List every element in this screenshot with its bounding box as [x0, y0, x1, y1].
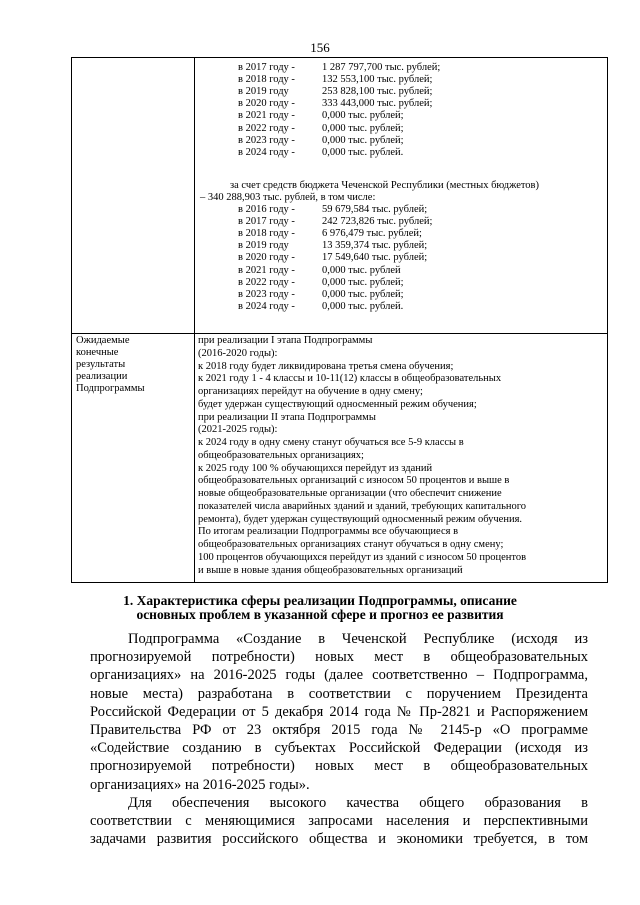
regional-budget-total: – 340 288,903 тыс. рублей, в том числе:	[200, 192, 376, 203]
results-text-line: показателей числа аварийных зданий и зданий, требующих капитального	[198, 500, 527, 512]
results-text-line: организациях перейдут на обучение в одну смену;	[198, 386, 423, 397]
budget-amount: 6 976,479 тыс. рублей;	[322, 228, 422, 240]
budget-year: в 2020 году -	[238, 98, 295, 110]
budget-amount: 132 553,100 тыс. рублей;	[322, 74, 433, 86]
results-text-line: к 2018 году будет ликвидирована третья смена обучения;	[198, 360, 454, 372]
budget-amount: 17 549,640 тыс. рублей;	[322, 252, 428, 264]
budget-year: в 2017 году -	[238, 62, 295, 73]
results-text-line: общеобразовательных организациях станут обучаться в одну смену;	[198, 539, 504, 550]
paragraph-line: Для обеспечения высокого качества общего образования в	[128, 795, 588, 811]
table-row-divider	[72, 333, 607, 334]
budget-amount: 0,000 тыс. рублей;	[322, 122, 404, 134]
results-text-line: ремонта), будет удержан существующий односменный режим обучения.	[198, 513, 523, 525]
results-text-line: к 2024 году в одну смену станут обучаться все 5-9 классы в	[198, 437, 464, 448]
results-text-line: при реализации I этапа Подпрограммы	[198, 335, 373, 346]
results-label-line: Ожидаемые	[76, 335, 130, 346]
paragraph-line: прогнозируемой потребности) новых мест в общеобразовательных	[90, 649, 588, 666]
paragraph-line: организациях» на 2016-2025 годы (далее соответственно – Подпрограмма,	[90, 667, 588, 684]
budget-year: в 2020 году -	[238, 252, 295, 264]
paragraph-line: Правительства РФ от 23 октября 2015 года № 2145-р «О программе	[90, 722, 588, 738]
paragraph-line: «Содействие созданию в субъектах Российской Федерации (исходя из	[90, 740, 588, 757]
budget-amount: 13 359,374 тыс. рублей;	[322, 240, 428, 252]
budget-amount: 0,000 тыс. рублей;	[322, 276, 404, 288]
results-label-line: конечные	[76, 347, 119, 359]
results-text-line: при реализации II этапа Подпрограммы	[198, 411, 376, 423]
paragraph-line: соответствии с меняющимися запросами населения и перспективными	[90, 813, 588, 830]
budget-year: в 2018 году -	[238, 74, 295, 86]
budget-amount: 0,000 тыс. рублей.	[322, 300, 404, 312]
budget-year: в 2019 году	[238, 86, 289, 98]
budget-amount: 253 828,100 тыс. рублей;	[322, 86, 433, 98]
paragraph-line: прогнозируемой потребности) новых мест в общеобразовательных	[90, 758, 588, 775]
page-number: 156	[310, 40, 330, 55]
budget-year: в 2024 году -	[238, 146, 295, 158]
budget-amount: 242 723,826 тыс. рублей;	[322, 216, 433, 228]
results-text-line: 100 процентов обучающихся перейдут из зданий с износом 50 процентов	[198, 551, 527, 563]
results-text-line: будет удержан существующий односменный режим обучения;	[198, 398, 477, 410]
budget-year: в 2021 году -	[238, 110, 295, 122]
paragraph-line: Подпрограмма «Создание в Чеченской Республике (исходя из	[128, 631, 588, 647]
budget-amount: 0,000 тыс. рублей;	[322, 134, 404, 146]
budget-year: в 2019 году	[238, 240, 289, 252]
budget-amount: 0,000 тыс. рублей;	[322, 110, 404, 122]
results-text-line: общеобразовательных организациях;	[198, 449, 364, 461]
results-text-line: и выше в новые здания общеобразовательных организаций	[198, 564, 463, 576]
results-text-line: общеобразовательных организаций с износом 50 процентов и выше в	[198, 475, 510, 487]
section-heading-line-1: 1. Характеристика сферы реализации Подпрограммы, описание	[123, 593, 517, 608]
budget-amount: 1 287 797,700 тыс. рублей;	[322, 62, 441, 73]
results-text-line: (2016-2020 годы):	[198, 347, 278, 359]
paragraph-line: новые места) разработана в соответствии с поручением Президента	[90, 685, 588, 702]
budget-amount: 0,000 тыс. рублей	[322, 264, 401, 276]
budget-year: в 2022 году -	[238, 276, 295, 288]
results-text-line: (2021-2025 годы):	[198, 424, 278, 436]
results-text-line: По итогам реализации Подпрограммы все обучающиеся в	[198, 526, 459, 538]
budget-amount: 333 443,000 тыс. рублей;	[322, 98, 433, 110]
results-text-line: к 2025 году 100 % обучающихся перейдут из зданий	[198, 462, 433, 474]
paragraph-line: организациях» на 2016-2025 годы».	[90, 776, 310, 793]
section-heading-line-2: основных проблем в указанной сфере и прогноз ее развития	[136, 607, 504, 622]
budget-year: в 2018 году -	[238, 228, 295, 240]
regional-budget-intro: за счет средств бюджета Чеченской Республики (местных бюджетов)	[230, 180, 540, 191]
budget-amount: 0,000 тыс. рублей.	[322, 146, 404, 158]
table-column-divider	[194, 58, 195, 582]
budget-year: в 2023 году -	[238, 134, 295, 146]
budget-year: в 2024 году -	[238, 300, 295, 312]
results-label-line: Подпрограммы	[76, 383, 145, 395]
results-text-line: новые общеобразовательные организации (что обеспечит снижение	[198, 488, 502, 499]
results-label-line: реализации	[76, 371, 128, 383]
paragraph-line: задачами развития российского общества и экономики требуется, в том	[90, 831, 588, 848]
budget-year: в 2023 году -	[238, 288, 295, 300]
budget-amount: 0,000 тыс. рублей;	[322, 288, 404, 300]
budget-amount: 59 679,584 тыс. рублей;	[322, 204, 428, 215]
results-label-line: результаты	[76, 359, 126, 371]
budget-year: в 2016 году -	[238, 204, 295, 215]
paragraph-line: Российской Федерации от 5 декабря 2014 года № Пр-2821 и Распоряжением	[90, 703, 588, 720]
budget-year: в 2017 году -	[238, 216, 295, 228]
results-text-line: к 2021 году 1 - 4 классы и 10-11(12) классы в общеобразовательных	[198, 373, 502, 385]
budget-year: в 2022 году -	[238, 122, 295, 134]
budget-year: в 2021 году -	[238, 264, 295, 276]
